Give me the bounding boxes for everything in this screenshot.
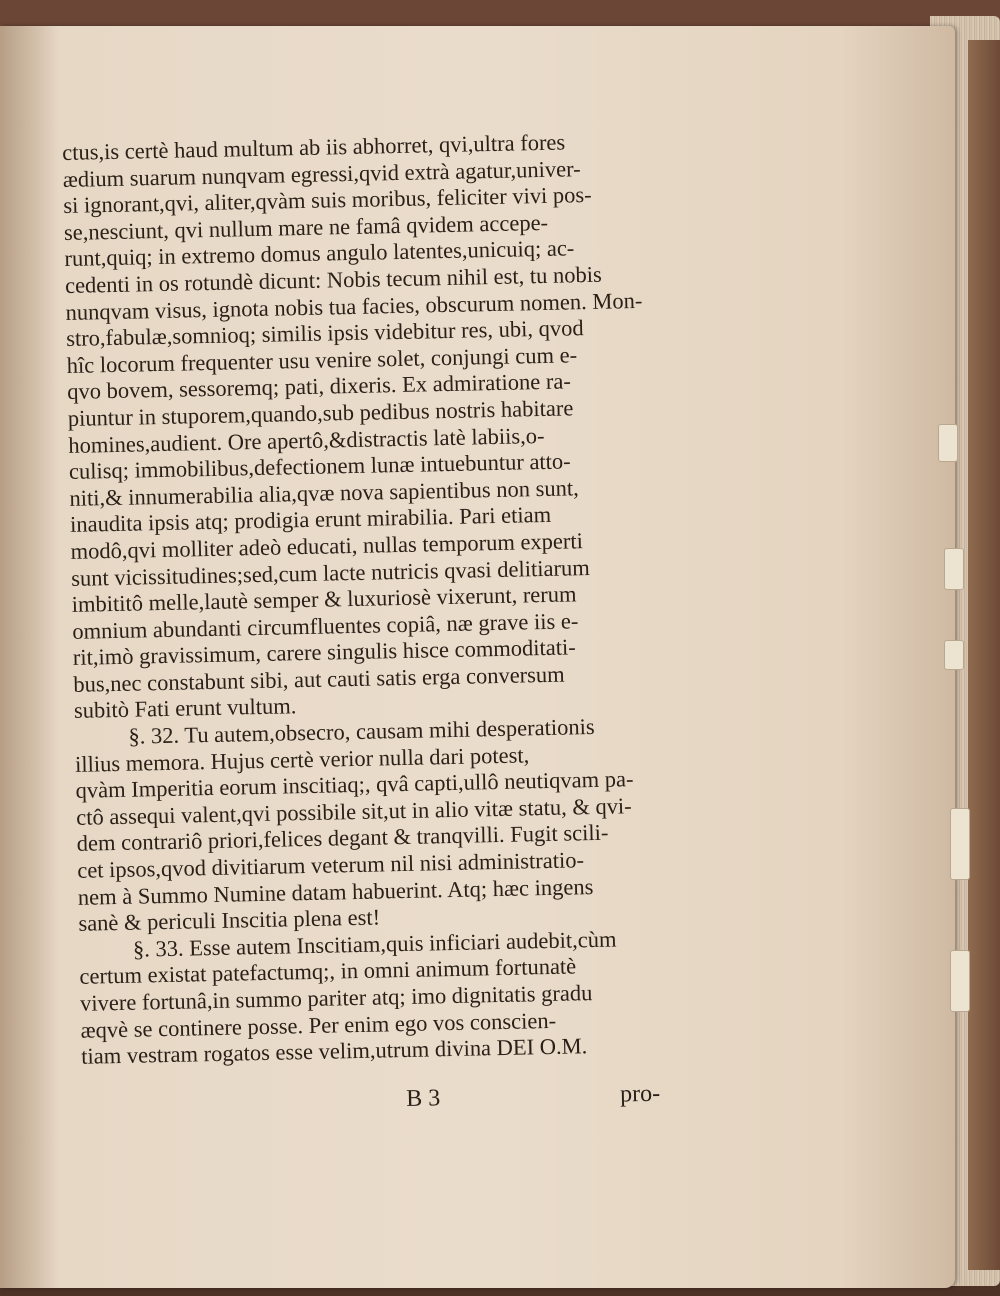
text-line: dem contrariô priori,felices degant & tranqvilli. Fugit scili- xyxy=(76,820,609,857)
body-text xyxy=(62,127,706,1071)
text-line: certum existat patefactumq;, in omni animum fortunatè xyxy=(79,953,577,990)
text-line: homines,audient. Ore apertô,&distractis latè labiis,o- xyxy=(68,422,545,458)
catchword: pro- xyxy=(619,1080,661,1108)
text-line: stro,fabulæ,somnioq; similis ipsis videbitur res, ubi, qvod xyxy=(65,315,584,352)
bookmark-tab xyxy=(944,548,964,590)
text-line: ædium suarum nunqvam egressi,qvid extrà agatur,univer- xyxy=(62,155,581,192)
text-line: ctô assequi valent,qvi possibile sit,ut in alio vitæ statu, & qvi- xyxy=(75,793,632,830)
text-line: omnium abundanti circumfluentes copiâ, næ grave iis e- xyxy=(72,607,579,644)
text-line: sanè & periculi Inscitia plena est! xyxy=(78,904,381,937)
bookmark-tab xyxy=(950,950,970,1012)
text-line: rit,imò gravissimum, carere singulis hisce commoditati- xyxy=(72,634,577,671)
bookmark-tab xyxy=(944,640,964,670)
text-line: se,nesciunt, qvi nullum mare ne famâ qvidem accepe- xyxy=(63,209,549,245)
text-line: runt,quiq; in extremo domus angulo latentes,unicuiq; ac- xyxy=(64,235,575,272)
text-line: modô,qvi molliter adeò educati, nullas temporum experti xyxy=(70,528,584,564)
text-line: sunt vicissitudines;sed,cum lacte nutricis qvasi delitiarum xyxy=(70,554,590,591)
bookmark-tab xyxy=(950,808,970,880)
text-line: æqvè se continere posse. Per enim ego vos conscien- xyxy=(80,1007,557,1043)
text-line: §. 33. Esse autem Inscitiam,quis inficiari audebit,cùm xyxy=(132,926,617,962)
signature-mark: B 3 xyxy=(405,1085,441,1113)
text-line: cedenti in os rotundè dicunt: Nobis tecum nihil est, tu nobis xyxy=(64,261,603,298)
text-line: hîc locorum frequenter usu venire solet, conjungi cum e- xyxy=(66,342,578,378)
book-cover-edge xyxy=(968,40,1000,1270)
text-line: inaudita ipsis atq; prodigia erunt mirabilia. Pari etiam xyxy=(69,502,552,538)
text-line: illius memora. Hujus certè verior nulla dari potest, xyxy=(74,742,530,777)
text-line: qvo bovem, sessoremq; pati, dixeris. Ex admiratione ra- xyxy=(67,368,572,405)
text-line: si ignorant,qvi, aliter,qvàm suis moribus, feliciter vivi pos- xyxy=(63,182,592,219)
text-line: §. 32. Tu autem,obsecro, causam mihi desperationis xyxy=(128,714,595,749)
text-line: nunqvam visus, ignota nobis tua facies, obscurum nomen. Mon- xyxy=(65,287,643,325)
text-line: nem à Summo Numine datam habuerint. Atq; hæc ingens xyxy=(77,873,594,910)
text-line: culisq; immobilibus,defectionem lunæ intuebuntur atto- xyxy=(68,448,571,485)
text-line: vivere fortunâ,in summo pariter atq; imo dignitatis gradu xyxy=(79,980,593,1016)
gutter-shadow xyxy=(0,26,60,1288)
bookmark-tab xyxy=(938,424,958,462)
text-line: bus,nec constabunt sibi, aut cauti satis erga conversum xyxy=(73,661,565,697)
text-line: tiam vestram rogatos esse velim,utrum divina DEI O.M. xyxy=(80,1033,588,1069)
text-line: qvàm Imperitia eorum inscitiaq;, qvâ capti,ullô neutiqvam pa- xyxy=(75,766,634,804)
text-line: subitò Fati erunt vultum. xyxy=(73,693,297,724)
text-line: piuntur in stuporem,quando,sub pedibus nostris habitare xyxy=(67,395,574,431)
text-line: niti,& innumerabilia alia,qvæ nova sapientibus non sunt, xyxy=(69,474,579,511)
text-line: ctus,is certè haud multum ab iis abhorret, qvi,ultra fores xyxy=(62,129,566,165)
text-line: cet ipsos,qvod divitiarum veterum nil nisi administratio- xyxy=(77,847,585,883)
text-line: imbititô melle,lautè semper & luxuriosè vixerunt, rerum xyxy=(71,581,577,617)
